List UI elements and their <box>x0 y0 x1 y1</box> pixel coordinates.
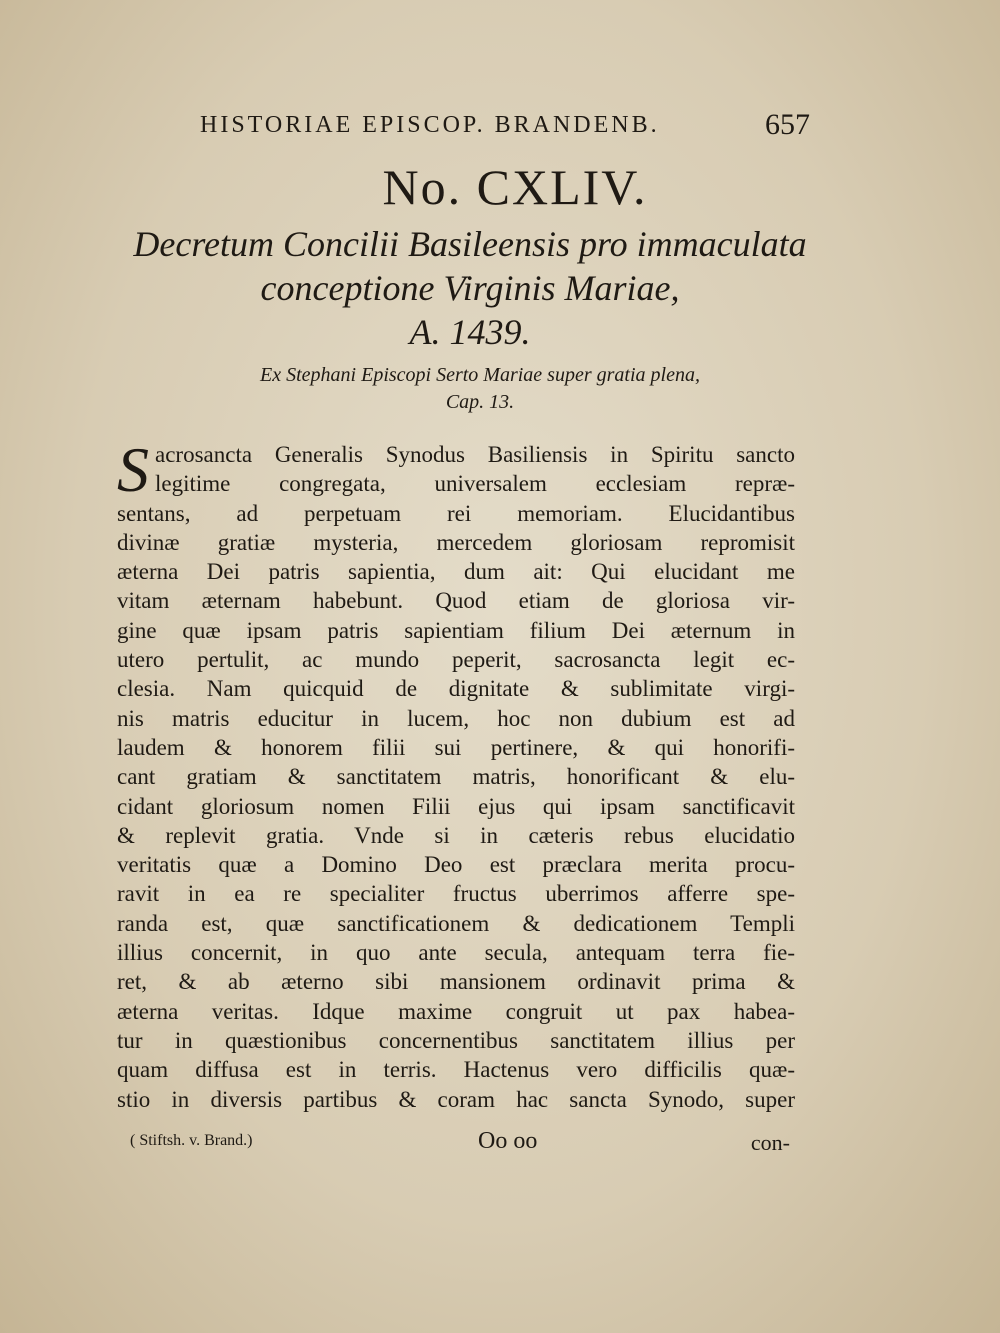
body-line: randa est, quæ sanctificationem & dedicationem Templi <box>117 910 795 936</box>
running-title: HISTORIAE EPISCOP. BRANDENB. <box>200 112 660 138</box>
footer-source-note: ( Stiftsh. v. Brand.) <box>130 1132 253 1149</box>
body-line: vitam æternam habebunt. Quod etiam de gloriosa vir- <box>117 588 795 614</box>
source-citation-chapter: Cap. 13. <box>445 391 515 413</box>
body-line: æterna veritas. Idque maxime congruit ut pax habea- <box>117 998 795 1024</box>
body-line: sentans, ad perpetuam rei memoriam. Elucidantibus <box>117 500 795 526</box>
body-line: nis matris educitur in lucem, hoc non dubium est ad <box>117 705 795 731</box>
page-footer <box>130 1128 790 1160</box>
source-citation <box>130 362 830 416</box>
running-head <box>200 108 810 148</box>
body-line: gine quæ ipsam patris sapientiam filium Dei æternum in <box>117 617 795 643</box>
body-line: æterna Dei patris sapientia, dum ait: Qui elucidant me <box>117 559 795 585</box>
decree-title-line: Decretum Concilii Basileensis pro immaculata <box>133 224 807 264</box>
body-line: ravit in ea re specialiter fructus uberrimos afferre spe- <box>117 881 795 907</box>
page-number: 657 <box>765 108 810 141</box>
body-line: legitime congregata, universalem ecclesiam repræ- <box>155 471 795 497</box>
body-line: utero pertulit, ac mundo peperit, sacrosancta legit ec- <box>117 647 795 673</box>
body-line: veritatis quæ a Domino Deo est præclara merita procu- <box>117 852 795 878</box>
catchword: con- <box>750 1130 790 1155</box>
body-line: ret, & ab æterno sibi mansionem ordinavit prima & <box>117 969 795 995</box>
body-line: acrosancta Generalis Synodus Basiliensis in Spiritu sancto <box>155 442 795 467</box>
body-line: illius concernit, in quo ante secula, antequam terra fie- <box>117 940 795 966</box>
signature-mark: Oo oo <box>478 1128 538 1154</box>
body-line: quam diffusa est in terris. Hactenus vero difficilis quæ- <box>117 1057 795 1083</box>
body-line: stio in diversis partibus & coram hac sancta Synodo, super <box>117 1086 795 1112</box>
body-line: clesia. Nam quicquid de dignitate & sublimitate virgi- <box>117 676 795 702</box>
body-text <box>117 434 795 1114</box>
decree-title-line: conceptione Virginis Mariae, <box>260 268 680 308</box>
drop-cap: S <box>117 434 149 505</box>
body-line: laudem & honorem filii sui pertinere, & qui honorifi- <box>117 734 795 760</box>
body-line: cant gratiam & sanctitatem matris, honorificant & elu- <box>117 764 795 790</box>
document-number: No. CXLIV. <box>382 159 648 215</box>
body-line: cidant gloriosum nomen Filii ejus qui ipsam sanctificavit <box>117 793 795 819</box>
source-citation-line: Ex Stephani Episcopi Serto Mariae super gratia plena, <box>260 364 700 386</box>
decree-title <box>110 222 830 354</box>
body-line: tur in quæstionibus concernentibus sanctitatem illius per <box>117 1027 795 1053</box>
body-line: & replevit gratia. Vnde si in cæteris rebus elucidatio <box>117 822 795 848</box>
decree-title-date: A. 1439. <box>409 312 531 352</box>
body-line: divinæ gratiæ mysteria, mercedem gloriosam repromisit <box>117 529 795 555</box>
